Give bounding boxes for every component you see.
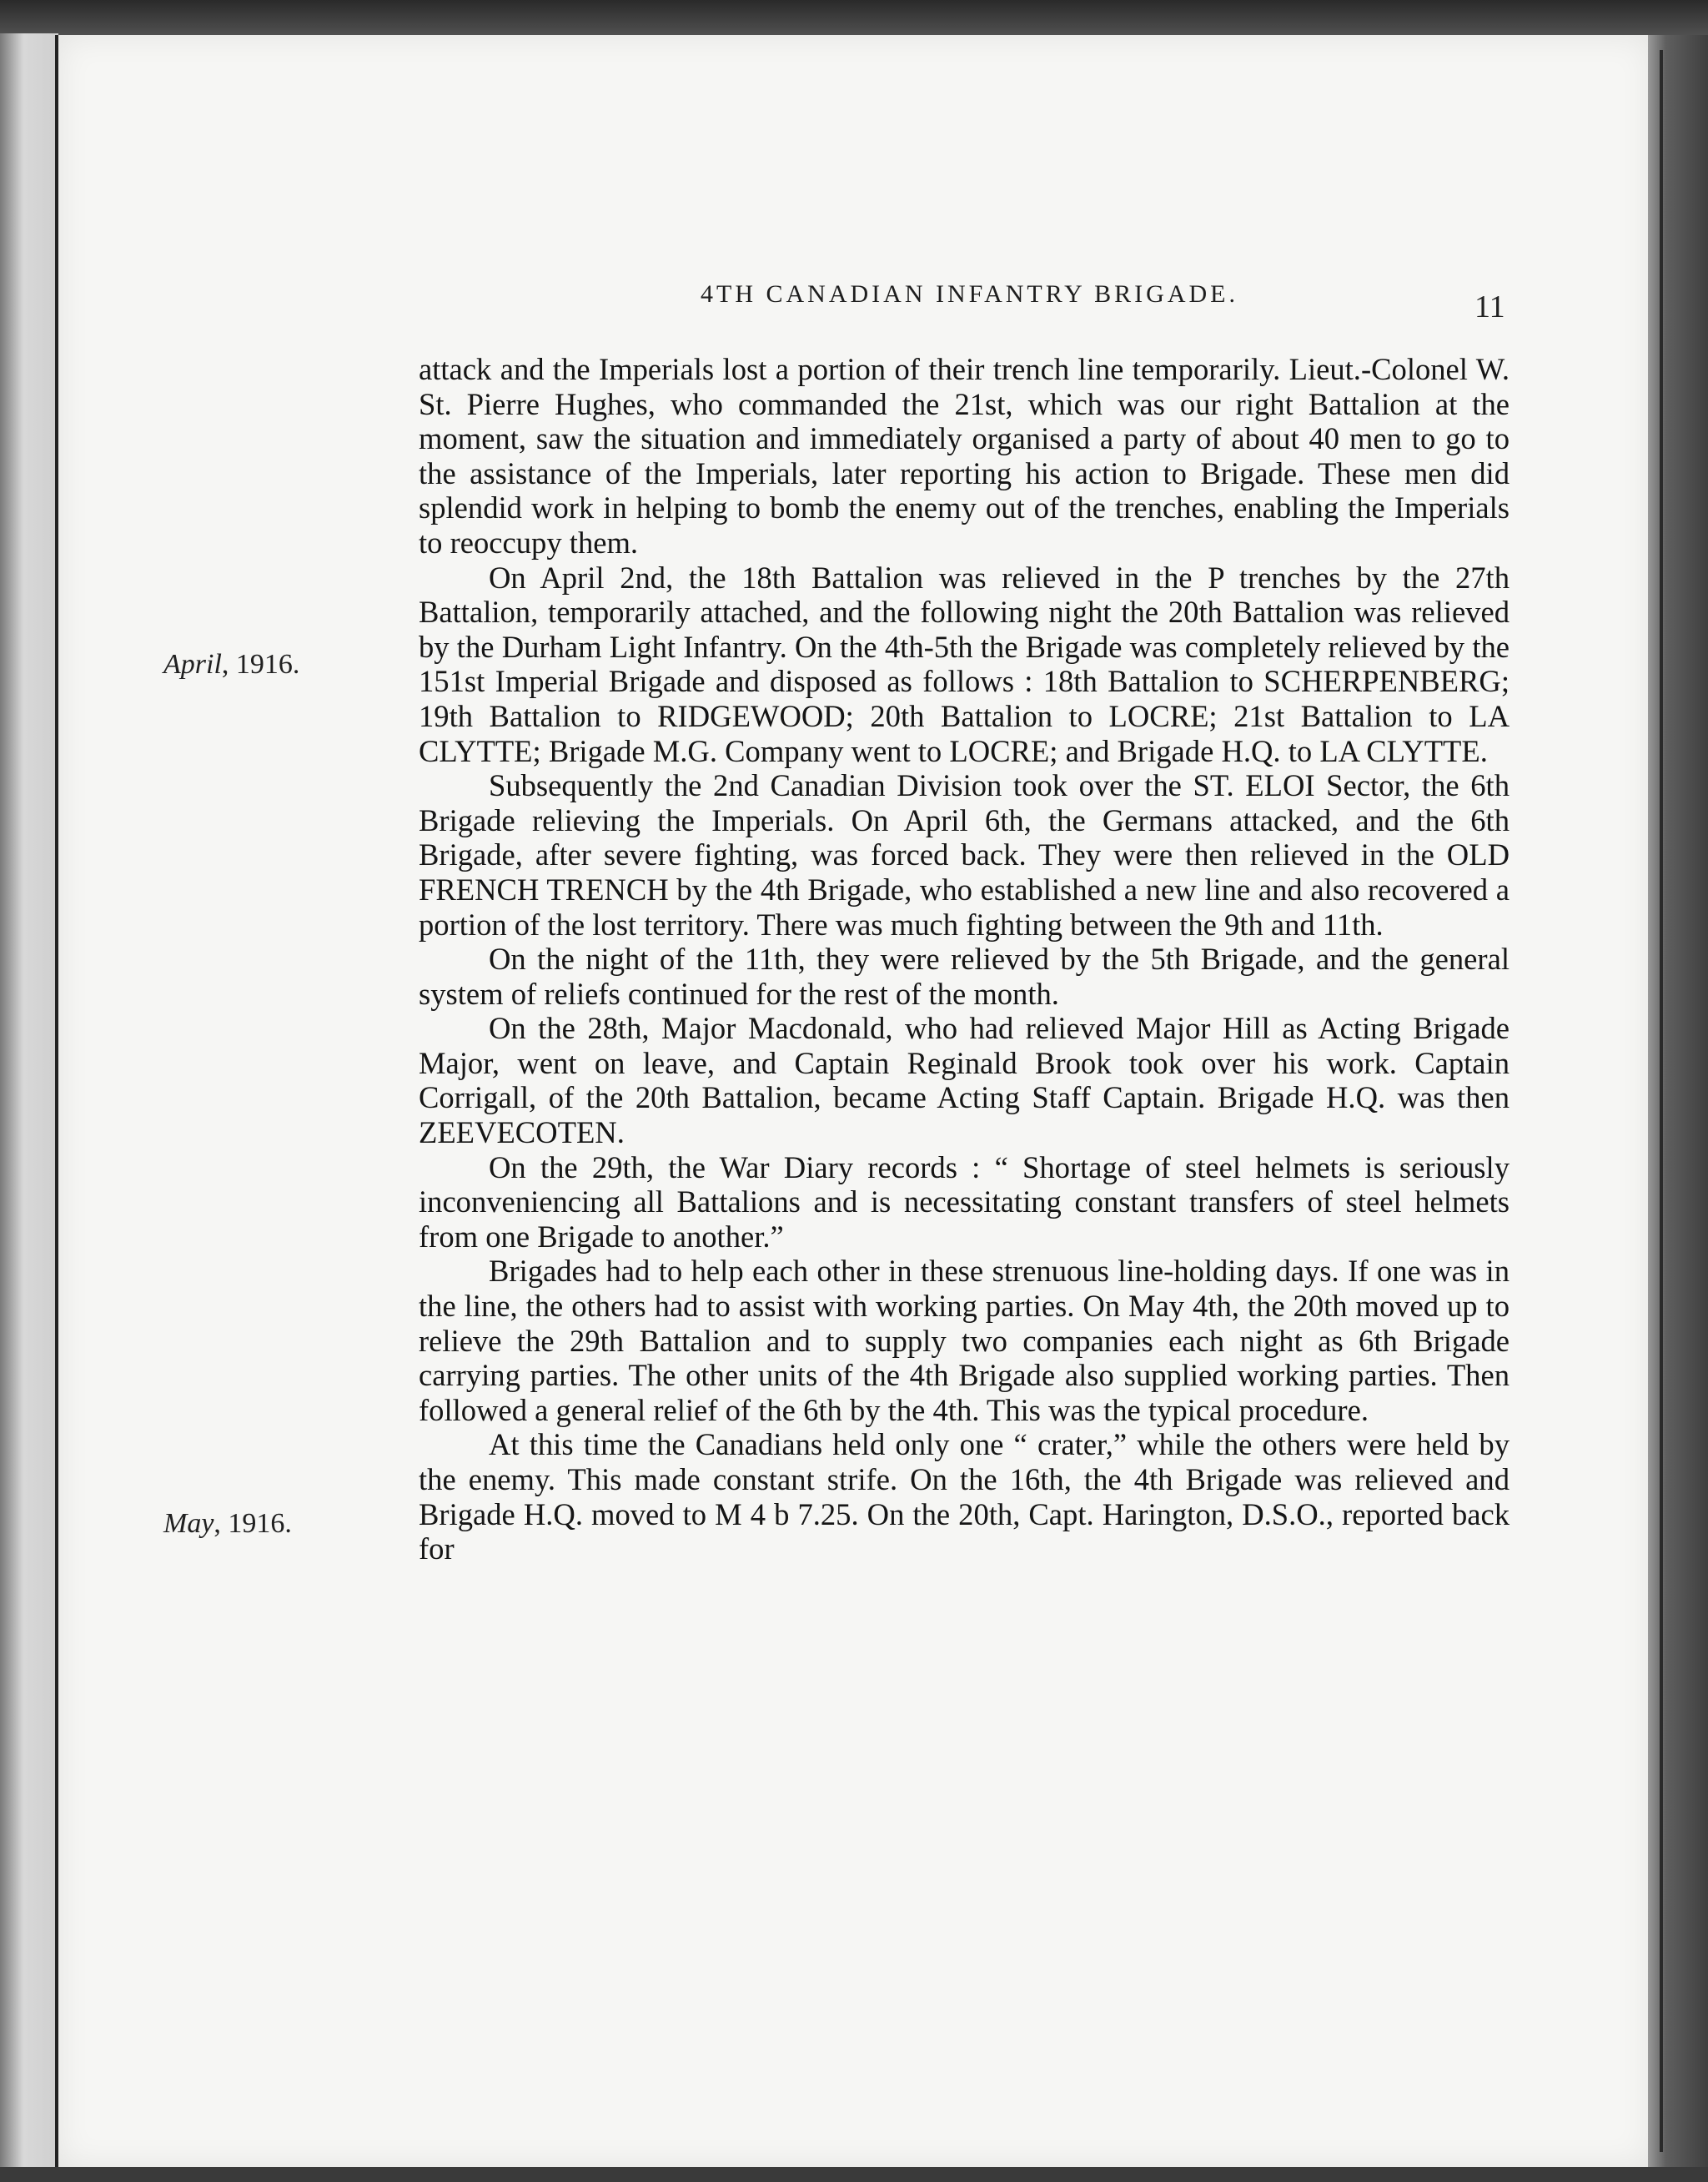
- facing-page-edge: [0, 33, 58, 2169]
- scan-top-border: [0, 0, 1708, 40]
- paragraph-6: On the 29th, the War Diary records : “ Shortage of steel helmets is seriously inconveniencing all Battalions and is necessitating constant transfers of steel helmets from one Brigade to another.”: [419, 1149, 1510, 1254]
- running-head: 4TH CANADIAN INFANTRY BRIGADE.: [701, 280, 1238, 308]
- cover-edge-line: [1660, 50, 1663, 2152]
- scan-bottom-border: [0, 2167, 1708, 2182]
- margin-date-april: [163, 649, 299, 681]
- paragraph-2: On April 2nd, the 18th Battalion was relieved in the P trenches by the 27th Battalion, temporarily attached, and the following night the 20th Battalion was relieved by the Durham Light Infantry. On the 4th-5th the Brigade was completely relieved by the 151st Imperial Brigade and disposed as follows : 18th Battalion to SCHERPENBERG; 19th Battalion to RIDGEWOOD; 20th Battalion to LOCRE; 21st Battalion to LA CLYTTE; Brigade M.G. Company went to LOCRE; and Brigade H.Q. to LA CLYTTE.: [419, 560, 1510, 768]
- book-cover-edge: [1648, 35, 1708, 2167]
- paragraph-3: Subsequently the 2nd Canadian Division took over the ST. ELOI Sector, the 6th Brigade relieving the Imperials. On April 6th, the Germans attacked, and the 6th Brigade, after severe fighting, was forced back. They were then relieved in the OLD FRENCH TRENCH by the 4th Brigade, who established a new line and also recovered a portion of the lost territory. There was much fighting between the 9th and 11th.: [419, 768, 1510, 942]
- paragraph-7: Brigades had to help each other in these strenuous line-holding days. If one was in the line, the others had to assist with working parties. On May 4th, the 20th moved up to relieve the 29th Battalion and to supply two companies each night as 6th Brigade carrying parties. The other units of the 4th Brigade also supplied working parties. Then followed a general relief of the 6th by the 4th. This was the typical procedure.: [419, 1254, 1510, 1427]
- paragraph-8: At this time the Canadians held only one “ crater,” while the others were held by the enemy. This made constant strife. On the 16th, the 4th Brigade was relieved and Brigade H.Q. moved to M 4 b 7.25. On the 20th, Capt. Harington, D.S.O., reported back for: [419, 1427, 1510, 1566]
- margin-date-month: April: [163, 649, 222, 680]
- margin-date-may: [163, 1508, 292, 1540]
- page-number: 11: [1474, 289, 1505, 324]
- paragraph-4: On the night of the 11th, they were relieved by the 5th Brigade, and the general system of reliefs continued for the rest of the month.: [419, 942, 1510, 1011]
- margin-date-year: , 1916.: [214, 1508, 292, 1539]
- body-text: [419, 352, 1510, 1566]
- margin-date-month: May: [163, 1508, 214, 1539]
- margin-date-year: , 1916.: [221, 649, 300, 680]
- paragraph-5: On the 28th, Major Macdonald, who had relieved Major Hill as Acting Brigade Major, went on leave, and Captain Reginald Brook took over his work. Captain Corrigall, of the 20th Battalion, became Acting Staff Captain. Brigade H.Q. was then ZEEVECOTEN.: [419, 1011, 1510, 1150]
- paragraph-1: attack and the Imperials lost a portion of their trench line temporarily. Lieut.-Colonel W. St. Pierre Hughes, who commanded the 21st, which was our right Battalion at the moment, saw the situation and immediately organised a party of about 40 men to go to the assistance of the Imperials, later reporting his action to Brigade. These men did splendid work in helping to bomb the enemy out of the trenches, enabling the Imperials to reoccupy them.: [419, 352, 1510, 560]
